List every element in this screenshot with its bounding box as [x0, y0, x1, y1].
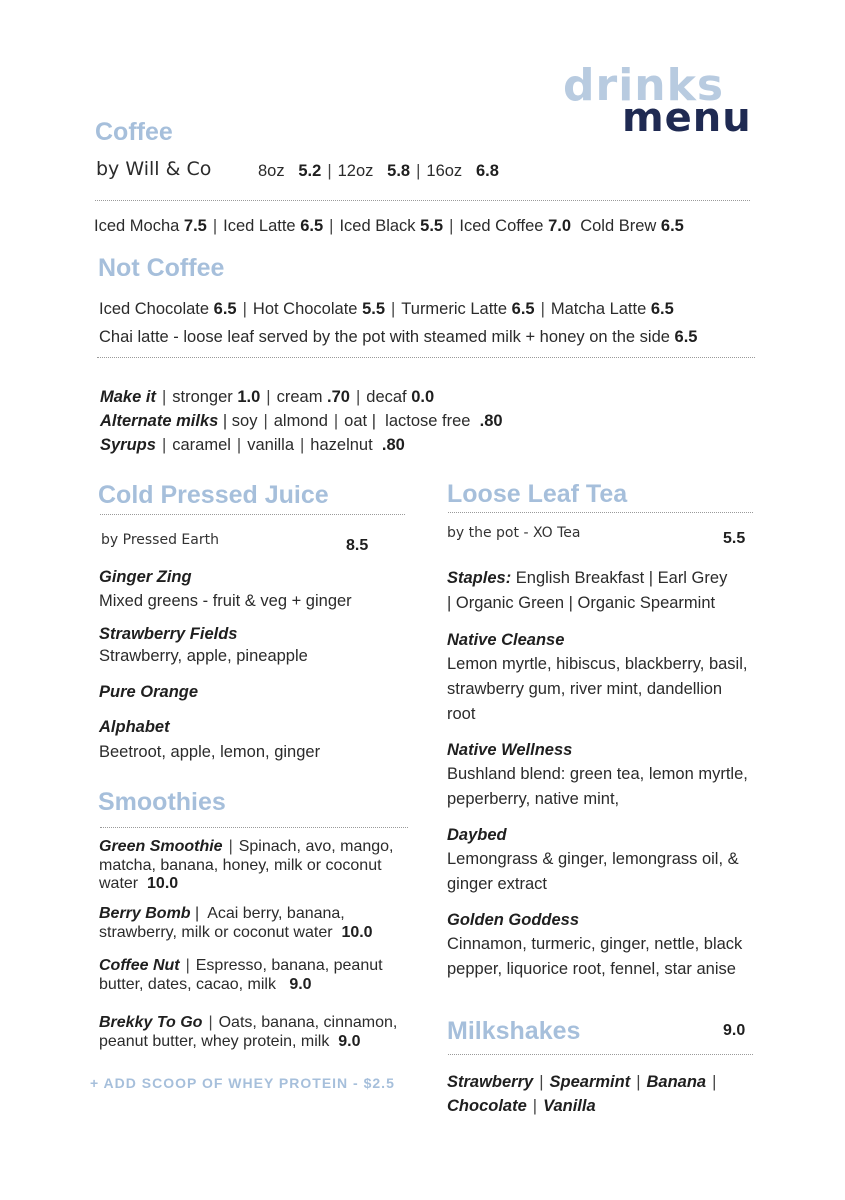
chai-latte: Chai latte - loose leaf served by the pot with steamed milk + honey on the side 6.5 [99, 328, 698, 346]
iced-coffee-list: Iced Mocha 7.5 | Iced Latte 6.5 | Iced Black 5.5 | Iced Coffee 7.0 Cold Brew 6.5 [94, 217, 684, 235]
divider [448, 512, 753, 513]
tea-item-name: Native Cleanse [447, 631, 565, 649]
smoothie-item: Coffee Nut | Espresso, banana, peanut butter, dates, cacao, milk 9.0 [99, 957, 383, 993]
tea-item-name: Daybed [447, 826, 507, 844]
smoothie-item: Berry Bomb | Acai berry, banana, strawberry, milk or coconut water 10.0 [99, 905, 373, 941]
logo-menu: menu [622, 95, 752, 141]
juice-item-name: Strawberry Fields [99, 625, 238, 643]
divider [448, 1054, 753, 1055]
tea-item-desc: Cinnamon, turmeric, ginger, nettle, black pepper, liquorice root, fennel, star anise [447, 935, 743, 978]
tea-heading: Loose Leaf Tea [447, 480, 628, 508]
extras-milks: Alternate milks | soy | almond | oat | lactose free .80 [100, 412, 503, 430]
extras-syrups: Syrups | caramel | vanilla | hazelnut .80 [100, 436, 405, 454]
tea-staples: Staples: English Breakfast | Earl Grey | Organic Green | Organic Spearmint [447, 569, 728, 612]
extras-make-it: Make it | stronger 1.0 | cream .70 | decaf 0.0 [100, 388, 435, 406]
tea-item-name: Golden Goddess [447, 911, 580, 929]
juice-item-name: Alphabet [99, 718, 170, 736]
divider [97, 357, 755, 358]
tea-item-desc: Lemon myrtle, hibiscus, blackberry, basil, strawberry gum, river mint, dandellion root [447, 655, 748, 723]
milkshakes-price: 9.0 [723, 1022, 746, 1039]
milkshake-flavours: Strawberry | Spearmint | Banana | Chocolate | Vanilla [447, 1073, 717, 1115]
divider [95, 200, 750, 201]
coffee-subtitle: by Will & Co [96, 158, 212, 180]
tea-item-desc: Lemongrass & ginger, lemongrass oil, & ginger extract [447, 850, 739, 893]
juice-item-name: Pure Orange [99, 683, 199, 701]
divider [100, 514, 405, 515]
smoothies-heading: Smoothies [98, 788, 226, 816]
logo-drinks: drinks [563, 60, 725, 111]
milkshakes-heading: Milkshakes [447, 1017, 581, 1045]
divider [100, 827, 408, 828]
tea-item-desc: Bushland blend: green tea, lemon myrtle, peperberry, native mint, [447, 765, 748, 808]
not-coffee-heading: Not Coffee [98, 254, 225, 282]
juice-item-desc: Beetroot, apple, lemon, ginger [99, 743, 321, 761]
juice-item-name: Ginger Zing [99, 568, 192, 586]
smoothie-item: Green Smoothie | Spinach, avo, mango, matcha, banana, honey, milk or coconut water 10.0 [99, 838, 394, 892]
juice-item-desc: Strawberry, apple, pineapple [99, 647, 308, 665]
tea-subtitle: by the pot - XO Tea [447, 525, 581, 541]
juice-price: 8.5 [346, 537, 369, 554]
tea-price: 5.5 [723, 530, 746, 547]
smoothie-item: Brekky To Go | Oats, banana, cinnamon, peanut butter, whey protein, milk 9.0 [99, 1014, 398, 1050]
juice-subtitle: by Pressed Earth [101, 532, 219, 548]
juice-heading: Cold Pressed Juice [98, 481, 329, 509]
coffee-sizes: 8oz 5.2 | 12oz 5.8 | 16oz 6.8 [258, 162, 499, 180]
juice-item-desc: Mixed greens - fruit & veg + ginger [99, 592, 352, 610]
tea-item-name: Native Wellness [447, 741, 573, 759]
whey-protein-note: + ADD SCOOP OF WHEY PROTEIN - $2.5 [90, 1075, 395, 1091]
coffee-heading: Coffee [95, 118, 173, 146]
not-coffee-list: Iced Chocolate 6.5 | Hot Chocolate 5.5 | Turmeric Latte 6.5 | Matcha Latte 6.5 [99, 300, 674, 318]
